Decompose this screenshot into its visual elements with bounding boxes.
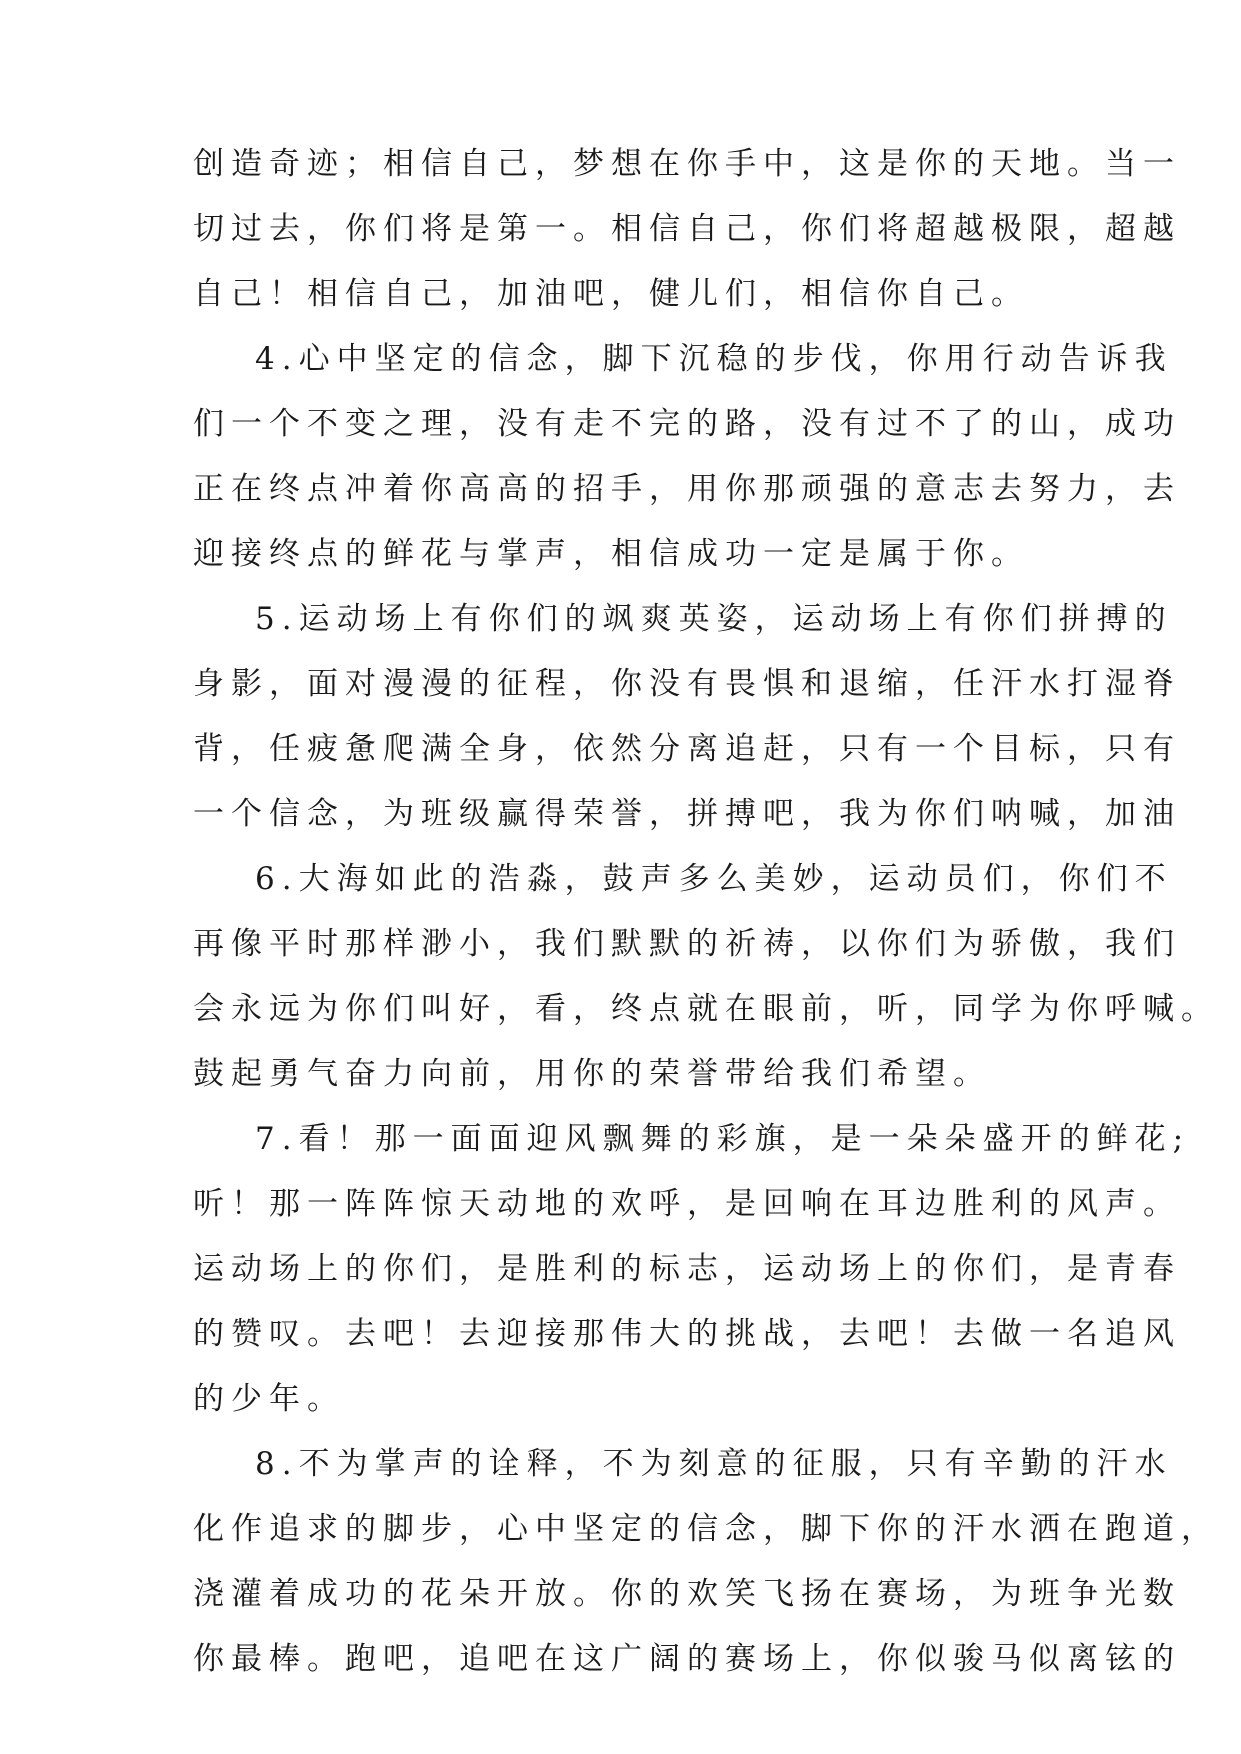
text-line: 迎接终点的鲜花与掌声，相信成功一定是属于你。 bbox=[193, 536, 1029, 572]
text-line: 创造奇迹；相信自己，梦想在你手中，这是你的天地。当一 bbox=[193, 146, 1181, 182]
text-line: 鼓起勇气奋力向前，用你的荣誉带给我们希望。 bbox=[193, 1056, 991, 1092]
text-line: 身影，面对漫漫的征程，你没有畏惧和退缩，任汗水打湿脊 bbox=[193, 666, 1181, 702]
text-line: 自己！相信自己，加油吧，健儿们，相信你自己。 bbox=[193, 276, 1029, 312]
text-line: 的少年。 bbox=[193, 1381, 345, 1417]
text-line: 正在终点冲着你高高的招手，用你那顽强的意志去努力，去 bbox=[193, 471, 1181, 507]
text-line: 你最棒。跑吧，追吧在这广阔的赛场上，你似骏马似离铉的 bbox=[193, 1641, 1181, 1677]
text-line: 的赞叹。去吧！去迎接那伟大的挑战，去吧！去做一名追风 bbox=[193, 1316, 1181, 1352]
paragraph-5-first-line: 5.运动场上有你们的飒爽英姿，运动场上有你们拼搏的 bbox=[255, 601, 1173, 637]
text-line: 运动场上的你们，是胜利的标志，运动场上的你们，是青春 bbox=[193, 1251, 1181, 1287]
paragraph-6-first-line: 6.大海如此的浩淼，鼓声多么美妙，运动员们，你们不 bbox=[255, 861, 1173, 897]
text-line: 浇灌着成功的花朵开放。你的欢笑飞扬在赛场，为班争光数 bbox=[193, 1576, 1181, 1612]
text-line: 切过去，你们将是第一。相信自己，你们将超越极限，超越 bbox=[193, 211, 1181, 247]
text-line: 化作追求的脚步，心中坚定的信念，脚下你的汗水洒在跑道， bbox=[193, 1511, 1219, 1547]
text-line: 们一个不变之理，没有走不完的路，没有过不了的山，成功 bbox=[193, 406, 1181, 442]
paragraph-7-first-line: 7.看！那一面面迎风飘舞的彩旗，是一朵朵盛开的鲜花; bbox=[255, 1121, 1191, 1157]
document-body bbox=[193, 132, 1219, 1692]
text-line: 会永远为你们叫好，看，终点就在眼前，听，同学为你呼喊。 bbox=[193, 991, 1219, 1027]
paragraph-4-first-line: 4.心中坚定的信念，脚下沉稳的步伐，你用行动告诉我 bbox=[255, 341, 1173, 377]
text-line: 背，任疲惫爬满全身，依然分离追赶，只有一个目标，只有 bbox=[193, 731, 1181, 767]
text-line: 一个信念，为班级赢得荣誉，拼搏吧，我为你们呐喊，加油 bbox=[193, 796, 1181, 832]
text-line: 再像平时那样渺小，我们默默的祈祷，以你们为骄傲，我们 bbox=[193, 926, 1181, 962]
text-line: 听！那一阵阵惊天动地的欢呼，是回响在耳边胜利的风声。 bbox=[193, 1186, 1181, 1222]
paragraph-8-first-line: 8.不为掌声的诠释，不为刻意的征服，只有辛勤的汗水 bbox=[255, 1446, 1173, 1482]
